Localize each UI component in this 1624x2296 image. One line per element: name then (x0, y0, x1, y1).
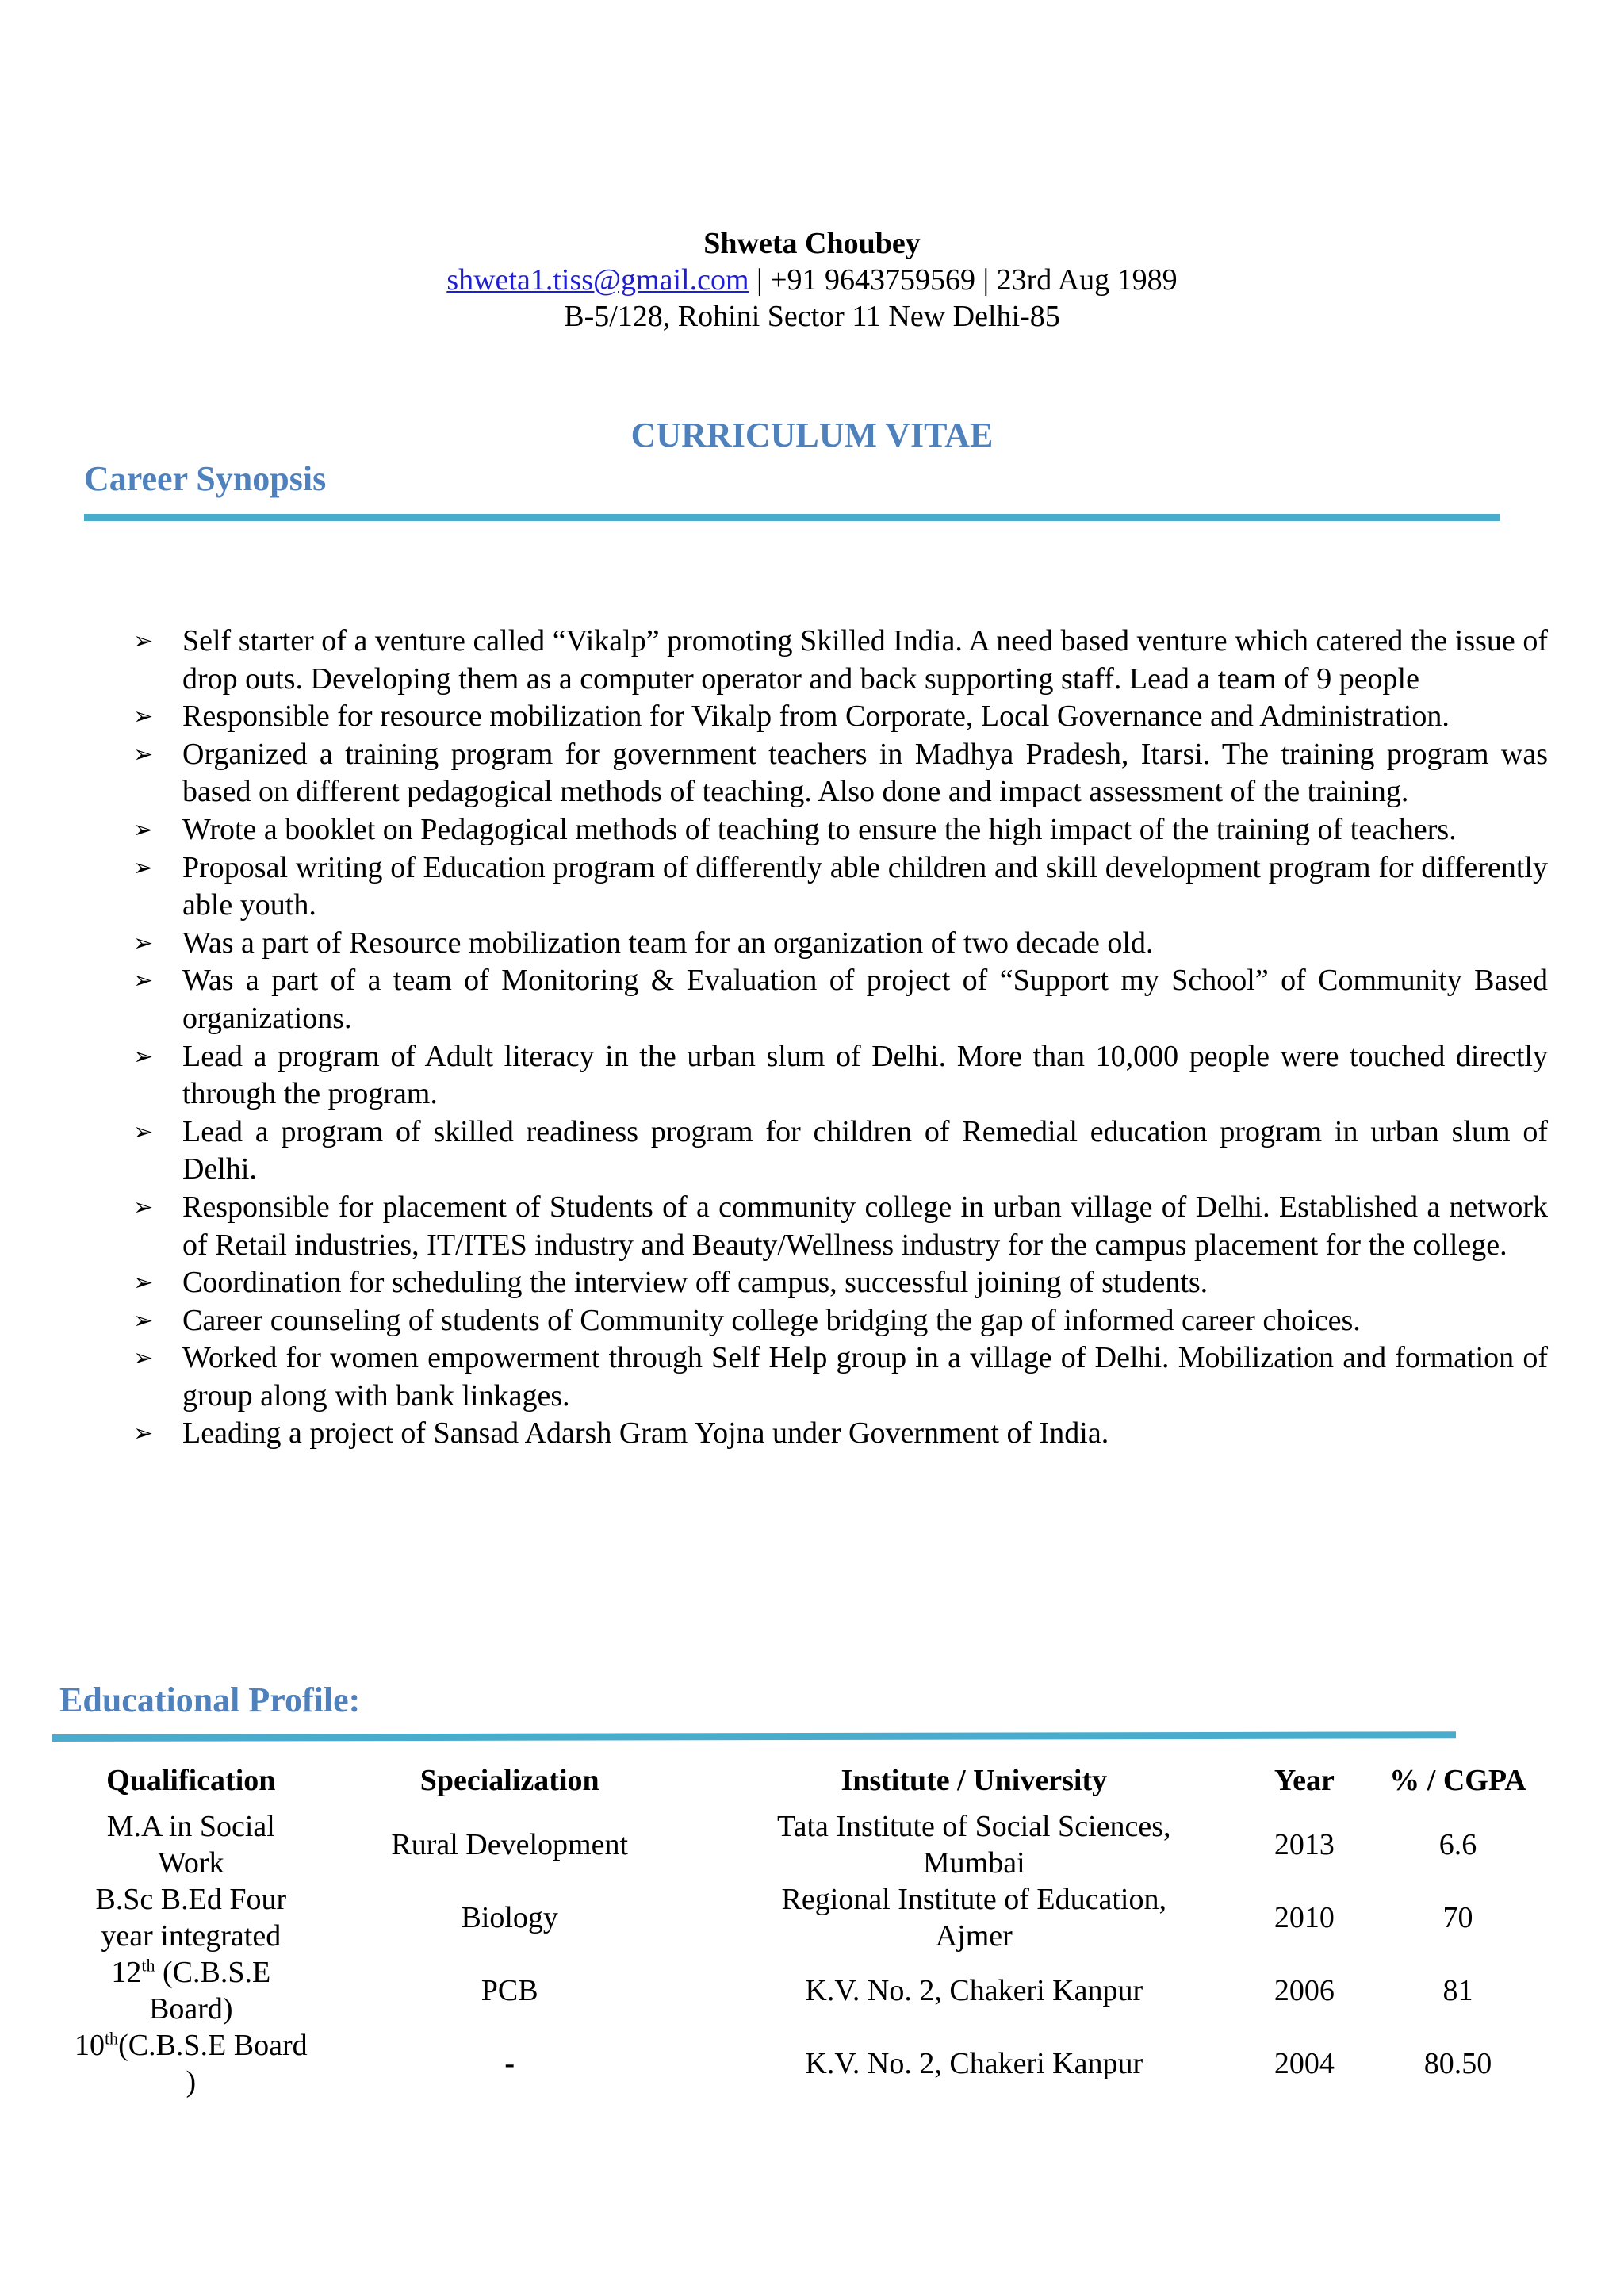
institute-cell: K.V. No. 2, Chakeri Kanpur (805, 1974, 1143, 2007)
year-cell: 2010 (1274, 1901, 1335, 1934)
candidate-name: Shweta Choubey (703, 227, 921, 260)
score-cell: 81 (1442, 1974, 1473, 2007)
qualification-text: B.Sc B.Ed Four year integrated (95, 1883, 287, 1953)
synopsis-item (133, 1340, 1548, 1415)
career-synopsis-list (133, 623, 1548, 1453)
arrowhead-bullet-icon: ➢ (133, 1420, 154, 1448)
year-cell: 2006 (1274, 1974, 1335, 2007)
synopsis-item-text: Was a part of a team of Monitoring & Evaluation of project of “Support my School” of Community Based organizations. (182, 964, 1548, 1035)
qualification-board: (C.B.S.E Board ) (118, 2029, 308, 2099)
synopsis-item-text: Responsible for resource mobilization for Vikalp from Corporate, Local Governance and Administration. (182, 700, 1450, 734)
arrowhead-bullet-icon: ➢ (133, 967, 154, 995)
header-year: Year (1274, 1764, 1335, 1797)
synopsis-item (133, 623, 1548, 698)
synopsis-item-text: Self starter of a venture called “Vikalp” promoting Skilled India. A need based venture which catered the issue of drop outs. Developing them as a computer operator and back supporting staff. Lead a team of 9 people (182, 624, 1548, 696)
document-title: CURRICULUM VITAE (630, 416, 994, 454)
synopsis-item-text: Lead a program of Adult literacy in the urban slum of Delhi. More than 10,000 people were touched directly through the program. (182, 1039, 1548, 1111)
institute-cell: Regional Institute of Education, Ajmer (781, 1883, 1166, 1953)
table-header-row (71, 1762, 1546, 1808)
arrowhead-bullet-icon: ➢ (133, 1042, 154, 1071)
table-row (71, 1881, 1546, 1954)
arrowhead-bullet-icon: ➢ (133, 1193, 154, 1221)
synopsis-item-text: Career counseling of students of Community college bridging the gap of informed career choices. (182, 1303, 1361, 1337)
score-cell: 70 (1442, 1901, 1473, 1934)
header-specialization: Specialization (419, 1764, 599, 1797)
synopsis-item (133, 1302, 1548, 1340)
table-row (71, 1808, 1546, 1881)
header-score: % / CGPA (1389, 1764, 1526, 1797)
table-row (71, 2027, 1546, 2100)
synopsis-item (133, 698, 1548, 736)
synopsis-item-text: Organized a training program for government teachers in Madhya Pradesh, Itarsi. The training program was based on different pedagogical methods of teaching. Also done and impact assessment of the training. (182, 737, 1548, 809)
synopsis-item-text: Coordination for scheduling the interview off campus, successful joining of students. (182, 1266, 1208, 1300)
career-synopsis-heading: Career Synopsis (84, 459, 327, 498)
arrowhead-bullet-icon: ➢ (133, 740, 154, 769)
synopsis-item-text: Worked for women empowerment through Self Help group in a village of Delhi. Mobilization and formation of group along with bank linkages. (182, 1341, 1548, 1412)
specialization-cell: PCB (481, 1974, 538, 2007)
contact-line (0, 262, 1624, 298)
phone-dob: | +91 9643759569 | 23rd Aug 1989 (749, 263, 1178, 297)
synopsis-item-text: Lead a program of skilled readiness program for children of Remedial education program in urban slum of Delhi. (182, 1114, 1548, 1186)
arrowhead-bullet-icon: ➢ (133, 1269, 154, 1297)
qualification-text: M.A in Social Work (106, 1810, 275, 1880)
address-line: B-5/128, Rohini Sector 11 New Delhi-85 (564, 300, 1060, 333)
specialization-cell: Biology (461, 1901, 558, 1934)
synopsis-item (133, 811, 1548, 849)
education-table (71, 1762, 1546, 2100)
arrowhead-bullet-icon: ➢ (133, 1117, 154, 1146)
synopsis-item (133, 1415, 1548, 1453)
ordinal-suffix: th (104, 2028, 119, 2049)
synopsis-item (133, 1189, 1548, 1264)
table-row (71, 1954, 1546, 2027)
score-cell: 80.50 (1423, 2047, 1492, 2080)
synopsis-item-text: Responsible for placement of Students of a community college in urban village of Delhi. Established a network of Retail industries, IT/ITES industry and Beauty/Wellness industry for the campus placement for the college. (182, 1190, 1548, 1262)
synopsis-item (133, 962, 1548, 1037)
year-cell: 2013 (1274, 1828, 1335, 1861)
synopsis-item-text: Leading a project of Sansad Adarsh Gram Yojna under Government of India. (182, 1416, 1109, 1451)
year-cell: 2004 (1274, 2047, 1335, 2080)
synopsis-item (133, 1114, 1548, 1189)
institute-cell: Tata Institute of Social Sciences, Mumbai (777, 1810, 1171, 1880)
synopsis-item-text: Proposal writing of Education program of differently able children and skill development program for differently able youth. (182, 850, 1548, 922)
email-link[interactable]: shweta1.tiss@gmail.com (446, 263, 749, 297)
qualification-board: (C.B.S.E Board) (149, 1956, 271, 2026)
ordinal-suffix: th (141, 1955, 155, 1976)
qualification-cell (71, 1881, 311, 1954)
synopsis-item-text: Was a part of Resource mobilization team for an organization of two decade old. (182, 926, 1154, 960)
qualification-cell (71, 2027, 311, 2100)
qualification-cell (71, 1954, 311, 2027)
synopsis-item (133, 925, 1548, 963)
qualification-cell (71, 1808, 311, 1881)
qualification-text: 10 (74, 2029, 105, 2062)
qualification-text: 12 (111, 1956, 142, 1989)
header-qualification: Qualification (106, 1764, 276, 1797)
synopsis-item (133, 736, 1548, 811)
header-institute: Institute / University (841, 1764, 1108, 1797)
arrowhead-bullet-icon: ➢ (133, 929, 154, 957)
synopsis-item (133, 1038, 1548, 1114)
arrowhead-bullet-icon: ➢ (133, 1344, 154, 1373)
synopsis-item (133, 849, 1548, 925)
educational-profile-heading: Educational Profile: (59, 1681, 361, 1719)
institute-cell: K.V. No. 2, Chakeri Kanpur (805, 2047, 1143, 2080)
arrowhead-bullet-icon: ➢ (133, 1306, 154, 1335)
synopsis-item-text: Wrote a booklet on Pedagogical methods of teaching to ensure the high impact of the training of teachers. (182, 812, 1457, 846)
score-cell: 6.6 (1438, 1828, 1477, 1861)
synopsis-item (133, 1264, 1548, 1302)
specialization-cell: - (504, 2047, 515, 2080)
arrowhead-bullet-icon: ➢ (133, 627, 154, 655)
section-divider (52, 1731, 1456, 1742)
arrowhead-bullet-icon: ➢ (133, 703, 154, 731)
specialization-cell: Rural Development (391, 1828, 629, 1861)
section-divider (84, 514, 1500, 521)
arrowhead-bullet-icon: ➢ (133, 815, 154, 844)
arrowhead-bullet-icon: ➢ (133, 853, 154, 882)
